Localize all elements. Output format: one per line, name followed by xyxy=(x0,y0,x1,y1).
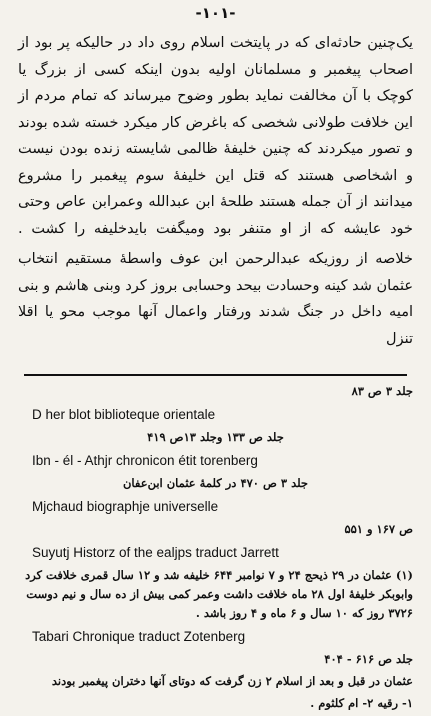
footnote-persian: ۱- رقیه ۲- ام کلثوم . xyxy=(310,696,413,710)
footnote-divider xyxy=(24,374,407,376)
paragraph: یک‌چنین حادثه‌ای که در پایتخت اسلام روی داد در حالیکه پر بود از اصحاب پیغمبر و مسلمانان اولیه بدون اینکه کسی از بزرگ یا کوچک با آن مخالفت نماید بطور وضوح میرساند که تمام مردم از این خلافت طولانی شخصی که باغرض کار میکرد خسته شده بودند و تصور میکردند که چنین خلیفهٔ ظالمی شایسته زنده بودن نیست و اشخاصی هستند که قتل این خلیفهٔ سوم پیغمبر را مشروع میدانند از آن جمله هستند طلحهٔ ابن عبدالله وعمرابن عاص وحتی خود عایشه که از او متنفر بود ومیگفت بایدخلیفه را کشت . xyxy=(18,35,413,237)
footnote-persian: جلد ۳ ص ۸۳ xyxy=(351,384,413,398)
footnotes xyxy=(18,382,413,716)
page-number: -۱۰۱- xyxy=(195,4,236,22)
footnote-persian: (۱) عثمان در ۲۹ ذیحج ۲۴ و ۷ نوامبر ۶۴۴ خلیفه شد و ۱۲ سال قمری خلافت کرد وابوبکر خلیفهٔ اول ۲۸ ماه خلافت داشت وعمر کمی بیش از ده سال و نیم دوست ۳۷۲۶ روز که ۱۰ سال و ۶ ماه و ۴ روز باشد . xyxy=(25,568,413,620)
footnote-reference: Suyutj Historz of the ealjps traduct Jarrett xyxy=(32,545,279,560)
footnote-reference: Tabari Chronique traduct Zotenberg xyxy=(32,629,246,644)
footnote-persian: جلد ۳ ص ۴۷۰ در کلمهٔ عثمان ابن‌عفان xyxy=(122,476,309,490)
body-text xyxy=(18,30,413,352)
footnote-persian: ص ۱۶۷ و ۵۵۱ xyxy=(344,522,413,536)
footnote-reference: Ibn - él - Athjr chronicon étit torenberg xyxy=(32,453,258,468)
footnote-reference: D her blot biblioteque orientale xyxy=(32,407,216,422)
footnote-persian: جلد ص ۱۳۳ وجلد ۱۳ص ۴۱۹ xyxy=(147,430,284,444)
paragraph: خلاصه از روزیکه عبدالرحمن ابن عوف واسطهٔ مستقیم انتخاب عثمان شد کینه وحسادت بیحد وحسابی بروز کرد وبنی هاشم و بنی امیه داخل در جنگ شدند ورفتار واعمال آنها موجب محو یا اقلا تنزل xyxy=(18,251,413,347)
footnote-persian: عثمان در قبل و بعد از اسلام ۲ زن گرفت که دوتای آنها دختران پیغمبر بودند xyxy=(51,674,413,688)
footnote-persian: جلد ص ۶۱۶ - ۴۰۴ xyxy=(324,652,413,666)
footnote-reference: Mjchaud biographje universelle xyxy=(32,499,219,514)
